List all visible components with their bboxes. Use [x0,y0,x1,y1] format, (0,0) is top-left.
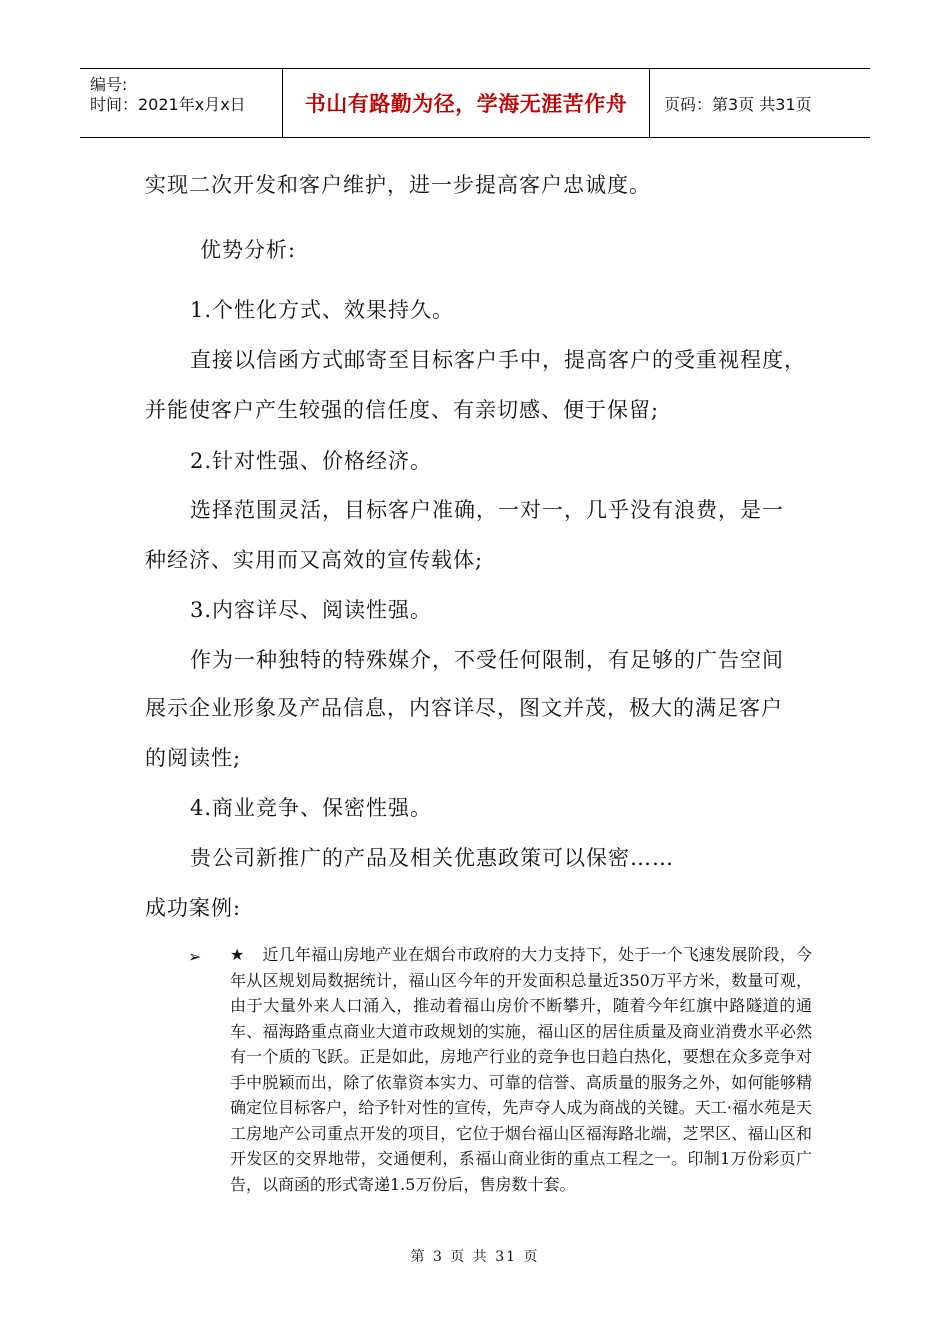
item3-title: 3.内容详尽、阅读性强。 [190,598,433,622]
header-motto: 书山有路勤为径，学海无涯苦作舟 [304,92,628,116]
item1-text-line1: 直接以信函方式邮寄至目标客户手中，提高客户的受重视程度， [190,348,806,372]
case-paragraph [230,942,812,1197]
time-label: 时间：2021年x月x日 [90,95,246,114]
page-footer: 第 3 页 共 31 页 [410,1249,540,1265]
item3-text-line3: 的阅读性; [145,746,242,770]
item2-title: 2.针对性强、价格经济。 [190,449,433,473]
item1-text-line2: 并能使客户产生较强的信任度、有亲切感、便于保留; [145,398,660,422]
header-page-cell [650,69,870,137]
item4-title: 4.商业竞争、保密性强。 [190,796,433,820]
advantage-heading: 优势分析: [200,238,297,262]
item4-text-line1: 贵公司新推广的产品及相关优惠政策可以保密…… [190,846,674,870]
item3-text-line2: 展示企业形象及产品信息，内容详尽，图文并茂，极大的满足客户 [145,696,783,720]
number-label: 编号: [90,75,128,94]
item1-title: 1.个性化方式、效果持久。 [190,298,455,322]
header-meta [80,69,282,137]
cases-heading: 成功案例: [145,896,242,920]
header-motto-cell [282,69,650,137]
item3-text-line1: 作为一种独特的特殊媒介，不受任何限制，有足够的广告空间 [190,648,784,672]
header-page-label: 页码：第3页 共31页 [664,94,812,114]
case-text: 近几年福山房地产业在烟台市政府的大力支持下，处于一个飞速发展阶段，今年从区规划局数据统计，福山区今年的开发面积总量近350万平方米，数量可观，由于大量外来人口涌入，推动着福山房价不断攀升，随着今年红旗中路隧道的通车、福海路重点商业大道市政规划的实施，福山区的居住质量及商业消费水平必然有一个质的飞跃。正是如此，房地产行业的竞争也日趋白热化，要想在众多竞争对手中脱颖而出，除了依靠资本实力、可靠的信誉、高质量的服务之外，如何能够精确定位目标客户，给予针对性的宣传，先声夺人成为商战的关键。天工·福水苑是天工房地产公司重点开发的项目，它位于烟台福山区福海路北端，芝罘区、福山区和开发区的交界地带，交通便利，系福山商业街的重点工程之一。印制1万份彩页广告，以商函的形式寄递1.5万份后，售房数十套。 [230,945,812,1194]
paragraph-intro: 实现二次开发和客户维护，进一步提高客户忠诚度。 [145,173,651,197]
page-header [80,68,870,138]
star-icon: ★ [230,945,245,964]
item2-text-line1: 选择范围灵活，目标客户准确，一对一，几乎没有浪费，是一 [190,498,784,522]
item2-text-line2: 种经济、实用而又高效的宣传载体; [145,548,484,572]
arrow-bullet-icon: ➢ [188,947,202,966]
